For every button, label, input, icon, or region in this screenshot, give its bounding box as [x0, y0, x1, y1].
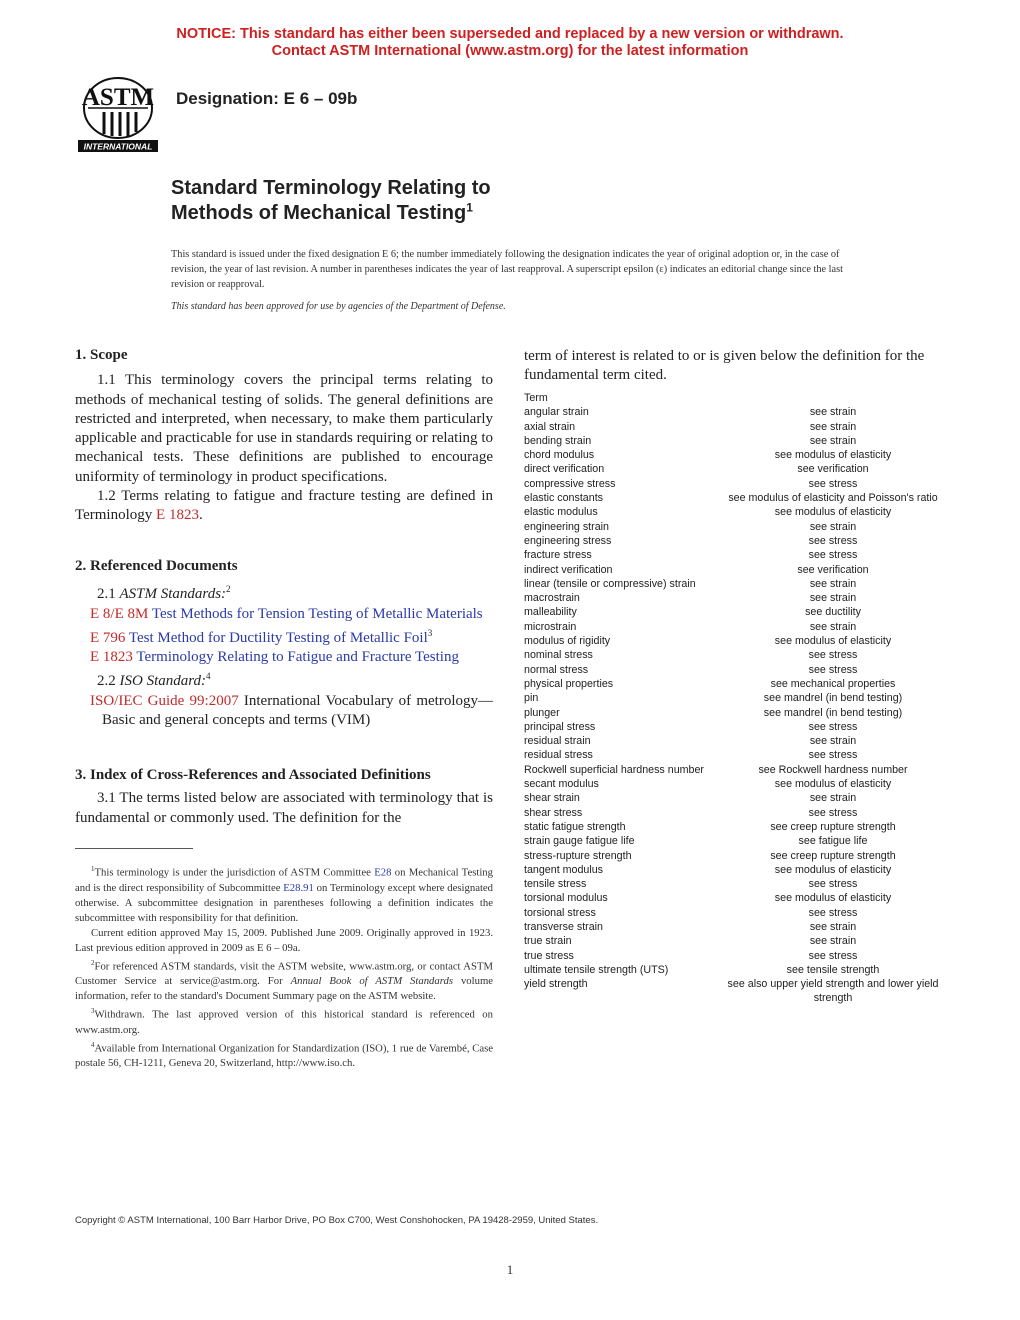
copyright: Copyright © ASTM International, 100 Barr Harbor Drive, PO Box C700, West Conshohocken, PA 19428-2959, United States. — [75, 1215, 599, 1226]
footnote-1-edition: Current edition approved May 15, 2009. Published June 2009. Originally approved in 1923. Last previous edition approved in 2009 as E 6 – 09a. — [75, 926, 493, 954]
ref-item-iso[interactable] — [75, 692, 493, 731]
scope-section — [75, 346, 493, 526]
reference-cell: see Rockwell hardness number — [758, 763, 908, 776]
term-cell: true stress — [524, 949, 574, 962]
term-cell: static fatigue strength — [524, 820, 626, 833]
term-cell: linear (tensile or compressive) strain — [524, 577, 696, 590]
reference-cell: see modulus of elasticity — [774, 863, 892, 876]
term-cell: tangent modulus — [524, 863, 604, 876]
ref-code[interactable]: E 796 — [90, 629, 126, 646]
ref-title[interactable]: Test Methods for Tension Testing of Metallic Materials — [151, 605, 483, 622]
table-row — [524, 763, 946, 777]
term-cell: true strain — [524, 935, 572, 948]
table-row — [524, 720, 946, 734]
table-row — [524, 577, 946, 591]
reference-cell: see strain — [809, 520, 857, 533]
term-cell: ultimate tensile strength (UTS) — [524, 963, 669, 976]
reference-cell: see strain — [809, 406, 857, 419]
term-cell: torsional stress — [524, 906, 596, 919]
reference-cell: see strain — [809, 935, 857, 948]
term-cell: fracture stress — [524, 549, 592, 562]
reference-cell: see also upper yield strength and lower yield strength — [727, 978, 939, 1005]
table-row — [524, 405, 946, 419]
table-row — [524, 877, 946, 891]
table-row — [524, 777, 946, 791]
link-e28[interactable]: E28 — [374, 866, 392, 879]
table-row — [524, 863, 946, 877]
table-row — [524, 906, 946, 920]
table-row — [524, 706, 946, 720]
reference-cell: see modulus of elasticity — [774, 892, 892, 905]
term-cell: direct verification — [524, 463, 605, 476]
table-row — [524, 677, 946, 691]
reference-cell: see verification — [797, 563, 869, 576]
logo-letters: ASTM — [81, 84, 155, 111]
table-row — [524, 663, 946, 677]
table-row — [524, 949, 946, 963]
term-cell: normal stress — [524, 663, 589, 676]
title-line-2: Methods of Mechanical Testing$^1$ — [171, 200, 473, 224]
table-row — [524, 820, 946, 834]
reference-cell: see stress — [808, 906, 858, 919]
table-row — [524, 648, 946, 662]
term-cell: malleability — [524, 606, 577, 619]
footnotes — [75, 862, 493, 1071]
referenced-documents-section — [75, 557, 493, 730]
reference-cell: see stress — [808, 649, 858, 662]
approved-note: This standard has been approved for use by agencies of the Department of Defense. — [171, 301, 506, 312]
footnote-rule — [75, 848, 193, 849]
term-cell: Rockwell superficial hardness number — [524, 763, 704, 776]
ref-title[interactable]: Terminology Relating to Fatigue and Fracture Testing — [136, 649, 459, 666]
table-row — [524, 934, 946, 948]
reference-cell: see mechanical properties — [770, 677, 896, 690]
table-row — [524, 491, 946, 505]
reference-cell: see strain — [809, 420, 857, 433]
reference-cell: see strain — [809, 434, 857, 447]
reference-cell: see strain — [809, 592, 857, 605]
ref-code[interactable]: E 1823 — [90, 649, 133, 666]
table-row — [524, 963, 946, 977]
table-row — [524, 420, 946, 434]
reference-cell: see stress — [808, 806, 858, 819]
refdocs-heading: 2. Referenced Documents — [75, 558, 238, 574]
ref-item-e1823[interactable] — [75, 648, 493, 667]
reference-cell: see modulus of elasticity and Poisson's ratio — [728, 492, 938, 505]
term-cell: modulus of rigidity — [524, 635, 611, 648]
term-cell: angular strain — [524, 406, 589, 419]
index-section — [75, 766, 493, 828]
table-row — [524, 534, 946, 548]
table-row — [524, 691, 946, 705]
term-cell: macrostrain — [524, 592, 580, 605]
reference-cell: see stress — [808, 720, 858, 733]
term-cell: engineering strain — [524, 520, 609, 533]
reference-cell: see tensile strength — [786, 963, 880, 976]
reference-cell: see ductility — [805, 606, 861, 619]
term-cell: compressive stress — [524, 477, 616, 490]
designation: Designation: E 6 – 09b — [176, 89, 358, 108]
term-cell: torsional modulus — [524, 892, 608, 905]
term-cell: principal stress — [524, 720, 596, 733]
table-row — [524, 734, 946, 748]
table-row — [524, 977, 946, 1006]
table-row — [524, 548, 946, 562]
ref-item-e8[interactable] — [75, 605, 493, 624]
table-row — [524, 605, 946, 619]
notice-banner — [0, 26, 1020, 60]
table-row — [524, 834, 946, 848]
ref-title[interactable]: Test Method for Ductility Testing of Metallic Foil — [128, 629, 428, 646]
footnote-1: $^1$This terminology is under the jurisdiction of ASTM Committee E28 on Mechanical Testing and is the direct responsibility of Subcommittee E28.91 on Terminology except where designated otherwise. A subcommittee designation in parentheses following a definition indicates the subcommittee with responsibility for that definition. — [75, 865, 494, 924]
term-cell: microstrain — [524, 620, 577, 633]
paragraph-1-2: 1.2 Terms relating to fatigue and fracture testing are defined in Terminology E 1823. — [75, 488, 493, 524]
table-header: Term — [524, 392, 548, 404]
table-row — [524, 634, 946, 648]
term-cell: axial strain — [524, 420, 576, 433]
table-row — [524, 620, 946, 634]
astm-logo-graphic — [72, 72, 164, 156]
reference-cell: see strain — [809, 620, 857, 633]
notice-line-1: NOTICE: This standard has either been superseded and replaced by a new version or withdrawn. — [176, 26, 844, 42]
term-cell: shear strain — [524, 792, 580, 805]
term-cell: chord modulus — [524, 449, 595, 462]
reference-cell: see modulus of elasticity — [774, 449, 892, 462]
paragraph-3-1: 3.1 The terms listed below are associated with terminology that is fundamental or commonly used. The definition for the — [75, 790, 493, 826]
paragraph-1-1: 1.1 This terminology covers the principal terms relating to methods of mechanical testing of solids. The general definitions are restricted and interpreted, when necessary, to make them particularly applicable and practicable for use in standards requiring or relating to mechanical tests. These definitions are published to encourage uniformity of terminology in product specifications. — [75, 372, 493, 485]
reference-cell: see strain — [809, 792, 857, 805]
cross-reference-table — [524, 391, 946, 1006]
term-cell: plunger — [524, 706, 560, 719]
page-number: 1 — [506, 1262, 514, 1277]
term-cell: pin — [524, 692, 539, 705]
table-body — [524, 405, 946, 1005]
reference-cell: see modulus of elasticity — [774, 778, 892, 791]
table-row — [524, 520, 946, 534]
term-cell: yield strength — [524, 978, 588, 991]
table-row — [524, 505, 946, 519]
title-line-1: Standard Terminology Relating to — [171, 177, 491, 199]
term-cell: tensile stress — [524, 878, 587, 891]
reference-cell: see creep rupture strength — [770, 849, 896, 862]
scope-heading: 1. Scope — [75, 347, 128, 363]
logo-label: INTERNATIONAL — [83, 141, 153, 152]
term-cell: elastic modulus — [524, 506, 598, 519]
reference-cell: see stress — [808, 663, 858, 676]
ref-code[interactable]: E 8/E 8M — [90, 605, 149, 622]
table-row — [524, 434, 946, 448]
reference-cell: see verification — [797, 463, 869, 476]
reference-cell: see mandrel (in bend testing) — [763, 706, 903, 719]
paragraph-2-2: 2.2 ISO Standard:$^4$ — [97, 671, 211, 690]
table-row — [524, 563, 946, 577]
issued-note: This standard is issued under the fixed designation E 6; the number immediately following the designation indicates the year of original adoption or, in the case of revision, the year of last revision. A number in parentheses indicates the year of last reapproval. A superscript epsilon (ε) indicates an editorial change since the last revision or reapproval. — [171, 249, 843, 290]
term-cell: shear stress — [524, 806, 583, 819]
ref-title: International Vocabulary of metrology—Basic and general concepts and terms (VIM) — [102, 692, 493, 729]
term-cell: strain gauge fatigue life — [524, 835, 635, 848]
reference-cell: see stress — [808, 534, 858, 547]
link-e28-91[interactable]: E28.91 — [283, 881, 314, 894]
term-cell: nominal stress — [524, 649, 593, 662]
ref-footnote-mark: 3 — [427, 627, 433, 638]
reference-cell: see strain — [809, 735, 857, 748]
reference-cell: see stress — [808, 477, 858, 490]
table-row — [524, 462, 946, 476]
link-e1823[interactable]: E 1823 — [156, 507, 199, 524]
term-cell: transverse strain — [524, 920, 603, 933]
title-footnote-mark: 1 — [466, 200, 473, 215]
reference-cell: see stress — [808, 949, 858, 962]
term-cell: stress-rupture strength — [524, 849, 632, 862]
table-row — [524, 849, 946, 863]
term-cell: residual strain — [524, 735, 591, 748]
footnote-4: $^4$Available from International Organization for Standardization (ISO), 1 rue de Varembé, Case postale 56, CH-1211, Geneva 20, Switzerland, http://www.iso.ch. — [75, 1040, 493, 1070]
reference-cell: see creep rupture strength — [770, 820, 896, 833]
table-row — [524, 791, 946, 805]
paragraph-2-1: 2.1 ASTM Standards:$^2$ — [97, 584, 231, 603]
table-row — [524, 748, 946, 762]
document-title — [171, 176, 491, 226]
notice-line-2: Contact ASTM International (www.astm.org) for the latest information — [271, 43, 749, 59]
index-continuation — [524, 347, 944, 386]
index-heading: 3. Index of Cross-References and Associated Definitions — [75, 767, 431, 783]
reference-cell: see stress — [808, 749, 858, 762]
reference-cell: see modulus of elasticity — [774, 635, 892, 648]
reference-cell: see strain — [809, 577, 857, 590]
astm-logo — [72, 72, 164, 156]
reference-cell: see modulus of elasticity — [774, 506, 892, 519]
reference-cell: see stress — [808, 878, 858, 891]
term-cell: residual stress — [524, 749, 593, 762]
table-row — [524, 448, 946, 462]
index-intro: term of interest is related to or is given below the definition for the fundamental term cited. — [524, 348, 925, 384]
table-row — [524, 891, 946, 905]
table-row — [524, 477, 946, 491]
table-row — [524, 806, 946, 820]
ref-item-e796[interactable] — [75, 624, 493, 648]
footnote-2: $^2$For referenced ASTM standards, visit the ASTM website, www.astm.org, or contact ASTM Customer Service at service@astm.org. For Annual Book of ASTM Standards volume information, refer to the standard's Document Summary page on the ASTM website. — [75, 958, 494, 1003]
term-cell: physical properties — [524, 677, 614, 690]
reference-cell: see stress — [808, 549, 858, 562]
term-cell: indirect verification — [524, 563, 613, 576]
term-cell: secant modulus — [524, 778, 599, 791]
reference-cell: see mandrel (in bend testing) — [763, 692, 903, 705]
term-cell: bending strain — [524, 434, 592, 447]
term-cell: engineering stress — [524, 534, 612, 547]
footnote-3: $^3$Withdrawn. The last approved version of this historical standard is referenced on www.astm.org. — [75, 1007, 493, 1036]
ref-code[interactable]: ISO/IEC Guide 99:2007 — [90, 692, 239, 709]
reference-cell: see strain — [809, 920, 857, 933]
reference-cell: see fatigue life — [798, 835, 868, 848]
table-row — [524, 591, 946, 605]
table-row — [524, 920, 946, 934]
term-cell: elastic constants — [524, 492, 604, 505]
